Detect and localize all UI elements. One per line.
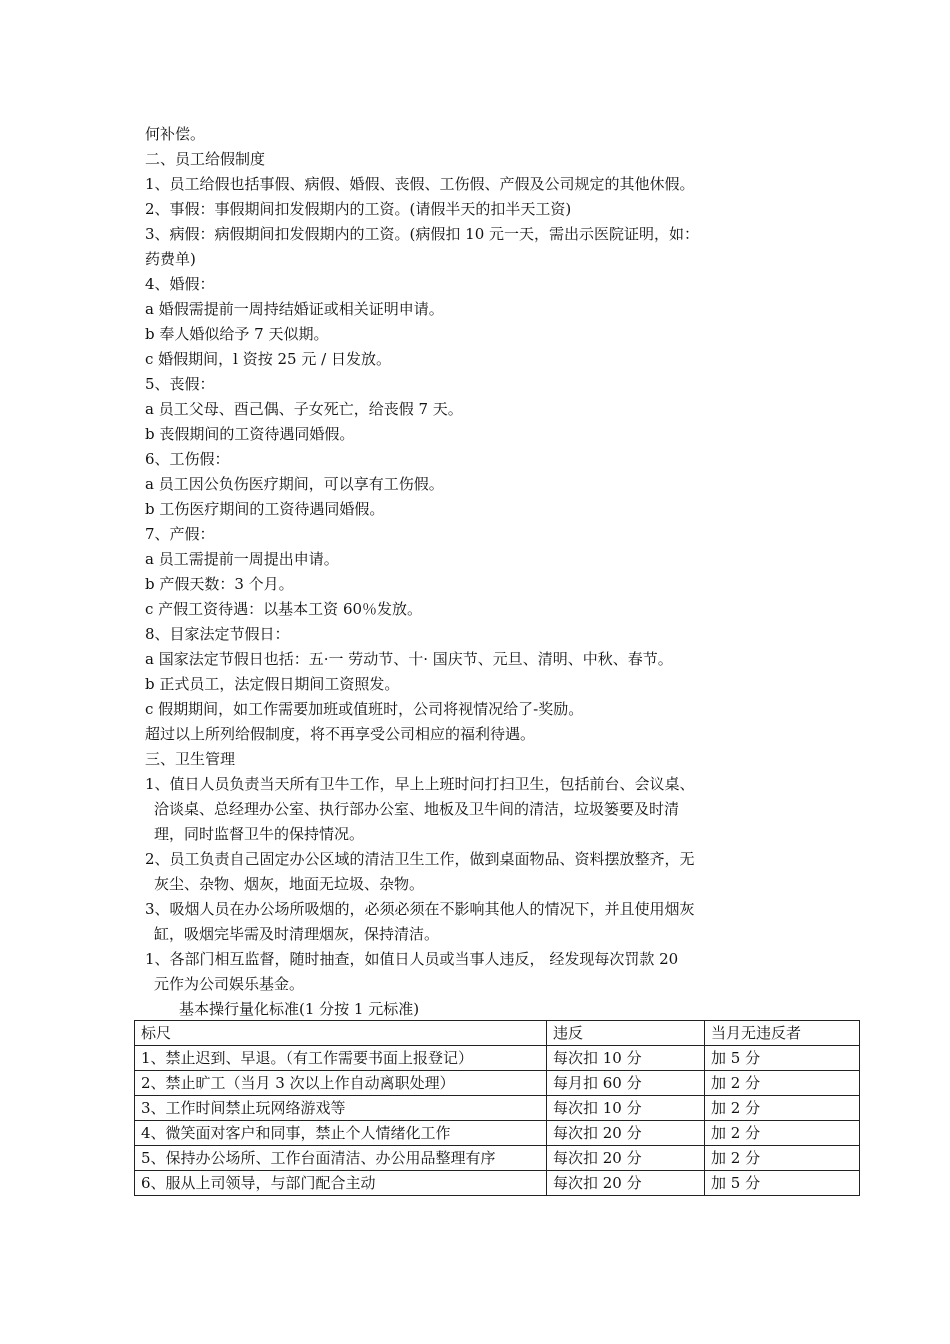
table-row: [135, 1096, 860, 1121]
text-line: 2、员工负责自己固定办公区域的清洁卫生工作，做到桌面物品、资料摆放整齐，无: [145, 850, 695, 868]
text-line: 2、事假：事假期间扣发假期内的工资。(请假半天的扣半天工资): [145, 200, 572, 218]
text-line: c 产假工资待遇：以基本工资 60％发放。: [145, 600, 423, 618]
cell-violation: 每次扣 20 分: [547, 1171, 705, 1196]
table-header-row: [135, 1021, 860, 1046]
text-line: 药费单): [145, 250, 196, 268]
text-line: 8、目家法定节假日：: [145, 625, 290, 643]
cell-no-violation: 加 5 分: [705, 1171, 860, 1196]
text-line: 二、员工给假制度: [145, 150, 266, 168]
cell-no-violation: 加 5 分: [705, 1046, 860, 1071]
text-line: c 假期期间，如工作需要加班或值班时，公司将视情况给了-奖励。: [145, 700, 584, 718]
text-line: a 婚假需提前一周持结婚证或相关证明申请。: [145, 300, 444, 318]
text-line: 1、员工给假也括事假、病假、婚假、丧假、工伤假、产假及公司规定的其他休假。: [145, 175, 695, 193]
table-row: [135, 1071, 860, 1096]
text-line: 三、卫生管理: [145, 750, 236, 768]
cell-scale: 2、禁止旷工（当月 3 次以上作自动离职处理）: [135, 1071, 547, 1096]
text-line: 超过以上所列给假制度，将不再享受公司相应的福利待遇。: [145, 725, 536, 743]
text-line: a 国家法定节假日也括：五·一 劳动节、十· 国庆节、元旦、清明、中秋、春节。: [145, 650, 673, 668]
cell-scale: 5、保持办公场所、工作台面清洁、办公用品整理有序: [135, 1146, 547, 1171]
text-line: 7、产假：: [145, 525, 215, 543]
text-line: 4、婚假：: [145, 275, 215, 293]
text-line: 灰尘、杂物、烟灰，地面无垃圾、杂物。: [154, 875, 425, 893]
document-body: [145, 122, 865, 1022]
cell-no-violation: 加 2 分: [705, 1071, 860, 1096]
cell-scale: 3、工作时间禁止玩网络游戏等: [135, 1096, 547, 1121]
cell-scale: 1、禁止迟到、早退。（有工作需要书面上报登记）: [135, 1046, 547, 1071]
conduct-standard-table: [134, 1020, 860, 1196]
text-line: 5、丧假：: [145, 375, 215, 393]
cell-scale: 4、微笑面对客户和同事，禁止个人情绪化工作: [135, 1121, 547, 1146]
text-line: a 员工父母、酉己偶、子女死亡，给丧假 7 天。: [145, 400, 463, 418]
text-line: b 丧假期间的工资待遇同婚假。: [145, 425, 355, 443]
text-line: 理，同时监督卫牛的保持情况。: [154, 825, 365, 843]
cell-scale: 6、服从上司领导，与部门配合主动: [135, 1171, 547, 1196]
table-row: [135, 1146, 860, 1171]
text-line: 1、各部门相互监督，随时抽查，如值日人员或当事人违反， 经发现每次罚款 20: [145, 950, 679, 968]
cell-no-violation: 加 2 分: [705, 1146, 860, 1171]
header-scale: 标尺: [135, 1021, 547, 1046]
text-line: 何补偿。: [145, 125, 206, 143]
text-line: c 婚假期间，l 资按 25 元 / 日发放。: [145, 350, 391, 368]
text-line: 6、工伤假：: [145, 450, 230, 468]
cell-no-violation: 加 2 分: [705, 1096, 860, 1121]
text-line: a 员工需提前一周提出申请。: [145, 550, 339, 568]
text-line: b 奉人婚似给予 7 天似期。: [145, 325, 329, 343]
text-line: b 正式员工，法定假日期间工资照发。: [145, 675, 400, 693]
text-line: 元作为公司娱乐基金。: [154, 975, 305, 993]
cell-violation: 每次扣 20 分: [547, 1146, 705, 1171]
text-line: 3、病假：病假期间扣发假期内的工资。(病假扣 10 元一天，需出示医院证明，如：: [145, 225, 700, 243]
cell-violation: 每月扣 60 分: [547, 1071, 705, 1096]
table-row: [135, 1171, 860, 1196]
table-caption: 基本操行量化标准(1 分按 1 元标准): [179, 1000, 420, 1018]
text-line: 洽谈桌、总经理办公室、执行部办公室、地板及卫牛间的清洁，垃圾篓要及时清: [154, 800, 680, 818]
text-line: a 员工因公负伤医疗期间，可以享有工伤假。: [145, 475, 444, 493]
cell-violation: 每次扣 10 分: [547, 1096, 705, 1121]
text-line: 1、值日人员负责当天所有卫牛工作，早上上班时问打扫卫生，包括前台、会议桌、: [145, 775, 695, 793]
text-line: 缸，吸烟完毕需及时清理烟灰，保持清洁。: [154, 925, 440, 943]
text-lines: [145, 122, 865, 997]
table-row: [135, 1046, 860, 1071]
cell-violation: 每次扣 10 分: [547, 1046, 705, 1071]
text-line: 3、吸烟人员在办公场所吸烟的，必须必须在不影响其他人的情况下，并且使用烟灰: [145, 900, 695, 918]
cell-no-violation: 加 2 分: [705, 1121, 860, 1146]
table-row: [135, 1121, 860, 1146]
cell-violation: 每次扣 20 分: [547, 1121, 705, 1146]
header-violation: 违反: [547, 1021, 705, 1046]
header-no-violation: 当月无违反者: [705, 1021, 860, 1046]
text-line: b 工伤医疗期间的工资待遇同婚假。: [145, 500, 385, 518]
text-line: b 产假天数：3 个月。: [145, 575, 294, 593]
